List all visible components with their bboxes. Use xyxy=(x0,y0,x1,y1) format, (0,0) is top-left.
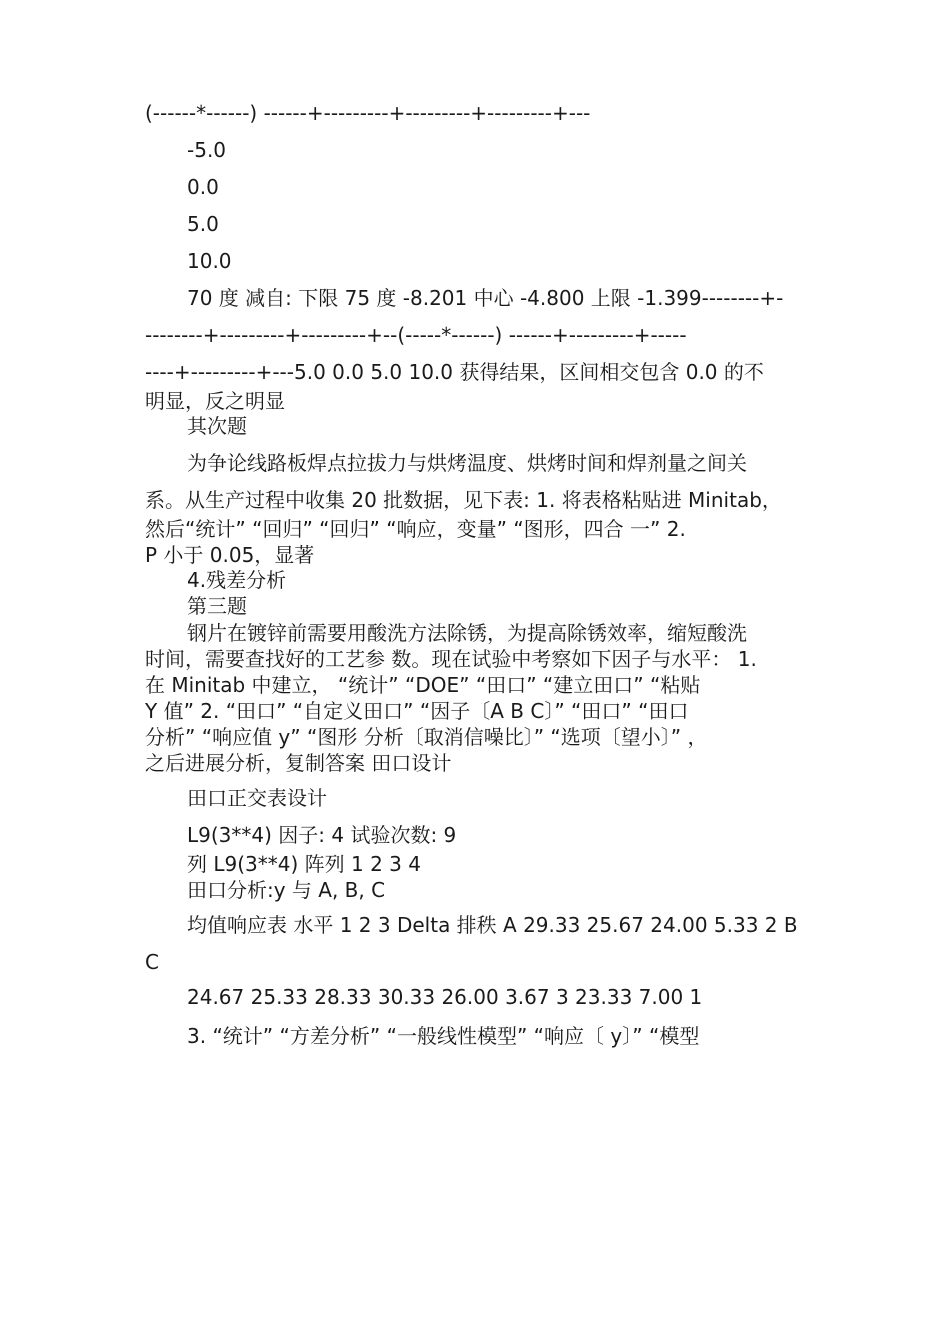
paragraph-line: 为争论线路板焊点拉拔力与烘烤温度、烘烤时间和焊剂量之间关 xyxy=(187,451,747,475)
result-text-line: ----+---------+---5.0 0.0 5.0 10.0 获得结果，区间相交包含 0.0 的不 xyxy=(145,360,764,384)
paragraph-line: 然后“统计” “回归” “回归” “响应，变量” “图形，四合 一” 2. xyxy=(145,517,686,541)
taguchi-analysis-title: 田口分析:y 与 A, B, C xyxy=(187,878,386,902)
paragraph-line: 系。从生产过程中收集 20 批数据，见下表: 1. 将表格粘贴进 Minitab， xyxy=(145,488,782,512)
axis-tick-10: 10.0 xyxy=(187,249,232,273)
result-text-line: 明显，反之明显 xyxy=(145,389,285,413)
response-table-line: C xyxy=(145,950,159,974)
section-heading-question-3: 第三题 xyxy=(187,594,247,618)
confidence-interval-line-1: (------*------) ------+---------+---------+---------+--- xyxy=(145,101,591,125)
paragraph-line: 在 Minitab 中建立， “统计” “DOE” “田口” “建立田口” “粘贴 xyxy=(145,673,701,697)
taguchi-design-factors: L9(3**4) 因子: 4 试验次数: 9 xyxy=(187,823,457,847)
response-table-line: 均值响应表 水平 1 2 3 Delta 排秩 A 29.33 25.67 24.00 5.33 2 B xyxy=(187,913,798,937)
paragraph-line: 之后进展分析，复制答案 田口设计 xyxy=(145,751,452,775)
paragraph-line: Y 值” 2. “田口” “自定义田口” “因子〔A B C〕” “田口” “田口 xyxy=(145,699,689,723)
confidence-interval-line-2: --------+---------+---------+--(-----*------) ------+---------+----- xyxy=(145,323,687,347)
axis-tick-0: 0.0 xyxy=(187,175,219,199)
section-heading-question-2: 其次题 xyxy=(187,414,247,438)
list-item-residual-analysis: 4.残差分析 xyxy=(187,568,287,592)
paragraph-line: 时间，需要查找好的工艺参 数。现在试验中考察如下因子与水平： 1. xyxy=(145,647,757,671)
paragraph-line: P 小于 0.05，显著 xyxy=(145,543,315,567)
axis-tick-neg5: -5.0 xyxy=(187,138,227,162)
paragraph-line: 3. “统计” “方差分析” “一般线性模型” “响应〔 y〕” “模型 xyxy=(187,1024,700,1048)
interval-summary-line: 70 度 减自: 下限 75 度 -8.201 中心 -4.800 上限 -1.399--------+- xyxy=(187,286,784,310)
paragraph-line: 钢片在镀锌前需要用酸洗方法除锈，为提高除锈效率，缩短酸洗 xyxy=(187,621,747,645)
axis-tick-5: 5.0 xyxy=(187,212,219,236)
response-table-values: 24.67 25.33 28.33 30.33 26.00 3.67 3 23.33 7.00 1 xyxy=(187,985,703,1009)
taguchi-array-columns: 列 L9(3**4) 阵列 1 2 3 4 xyxy=(187,852,421,876)
taguchi-design-title: 田口正交表设计 xyxy=(187,786,327,810)
paragraph-line: 分析” “响应值 y” “图形 分析〔取消信噪比〕” “选项〔望小〕” ， xyxy=(145,725,708,749)
